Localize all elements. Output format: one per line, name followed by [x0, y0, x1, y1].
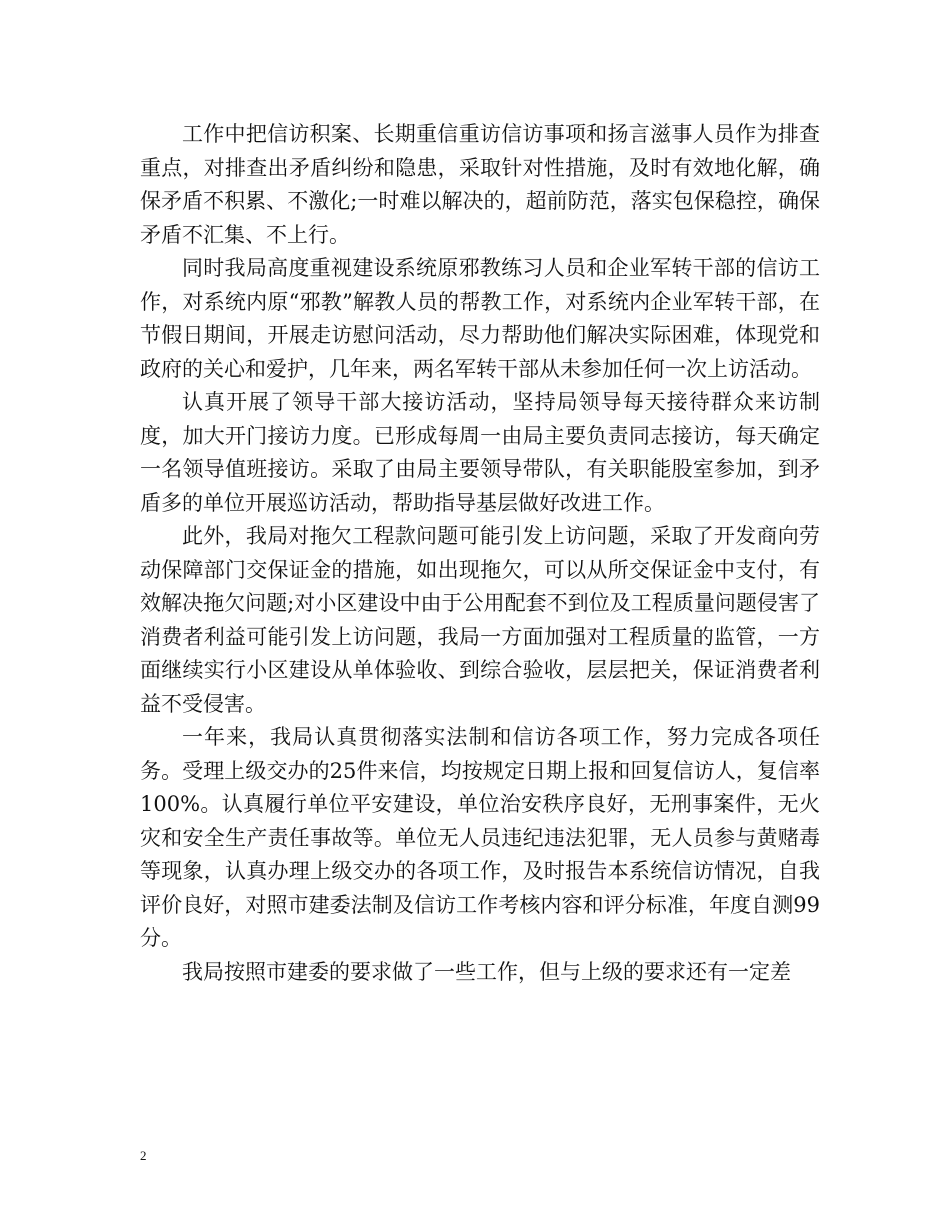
paragraph-3: 认真开展了领导干部大接访活动，坚持局领导每天接待群众来访制度，加大开门接访力度。已形成每周一由局主要负责同志接访，每天确定一名领导值班接访。采取了由局主要领导带队，有关职能股室参加，到矛盾多的单位开展巡访活动，帮助指导基层做好改进工作。: [140, 390, 820, 515]
paragraph-6: 我局按照市建委的要求做了一些工作，但与上级的要求还有一定差: [182, 959, 791, 984]
paragraph-4: 此外，我局对拖欠工程款问题可能引发上访问题，采取了开发商向劳动保障部门交保证金的措施，如出现拖欠，可以从所交保证金中支付，有效解决拖欠问题;对小区建设中由于公用配套不到位及工程质量问题侵害了消费者利益可能引发上访问题，我局一方面加强对工程质量的监管，一方面继续实行小区建设从单体验收、到综合验收，层层把关，保证消费者利益不受侵害。: [140, 524, 820, 716]
paragraph-5: 一年来，我局认真贯彻落实法制和信访各项工作，努力完成各项任务。受理上级交办的25件来信，均按规定日期上报和回复信访人，复信率100%。认真履行单位平安建设，单位治安秩序良好，无刑事案件，无火灾和安全生产责任事故等。单位无人员违纪违法犯罪，无人员参与黄赌毒等现象，认真办理上级交办的各项工作，及时报告本系统信访情况，自我评价良好，对照市建委法制及信访工作考核内容和评分标准，年度自测99分。: [140, 725, 820, 950]
paragraph-1: 工作中把信访积案、长期重信重访信访事项和扬言滋事人员作为排查重点，对排查出矛盾纠纷和隐患，采取针对性措施，及时有效地化解，确保矛盾不积累、不激化;一时难以解决的，超前防范，落实包保稳控，确保矛盾不汇集、不上行。: [140, 122, 820, 247]
document-body: [140, 118, 820, 989]
page-number: 2: [140, 1148, 147, 1163]
paragraph-2: 同时我局高度重视建设系统原邪教练习人员和企业军转干部的信访工作，对系统内原“邪教”解教人员的帮教工作，对系统内企业军转干部，在节假日期间，开展走访慰问活动，尽力帮助他们解决实际困难，体现党和政府的关心和爱护，几年来，两名军转干部从未参加任何一次上访活动。: [140, 256, 820, 381]
